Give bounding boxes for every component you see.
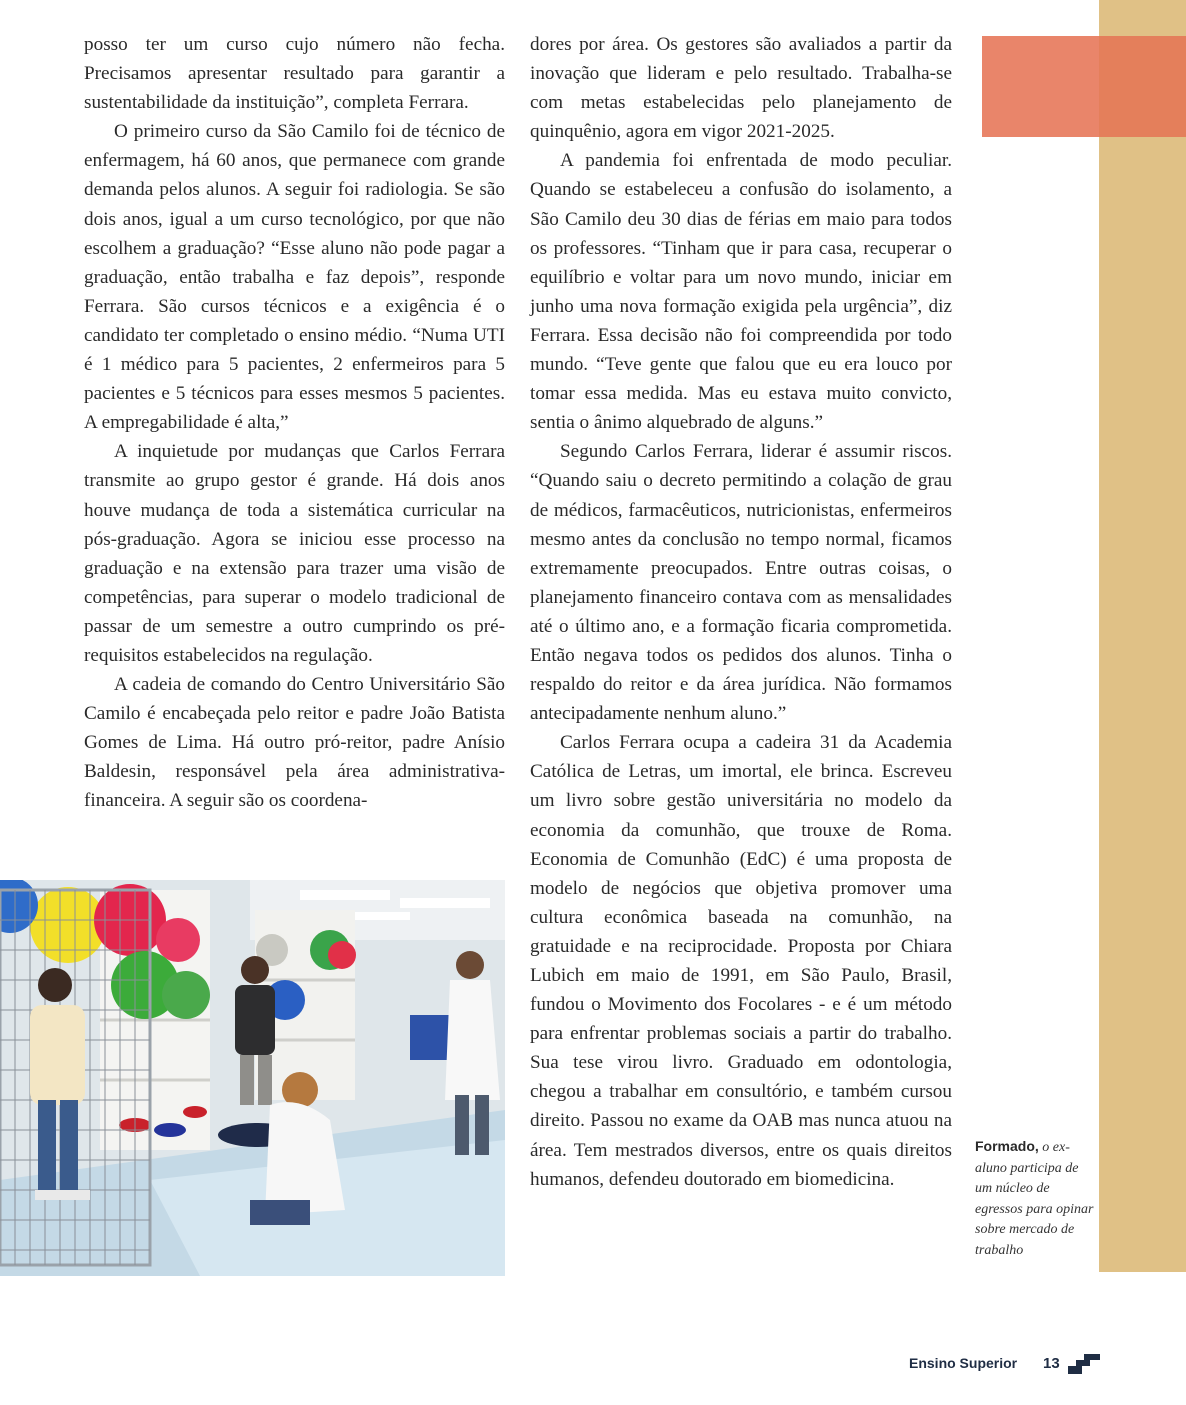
caption-lead: Formado, <box>975 1138 1039 1154</box>
page-number: 13 <box>1043 1355 1060 1372</box>
paragraph: Segundo Carlos Ferrara, liderar é assumir riscos. “Quando saiu o decreto permitindo a colação de grau de médicos, farmacêuticos, nutricionistas, enfermeiros mesmo antes da conclusão no tempo normal, ficamos extremamente preocupados. Entre outras coisas, o planejamento financeiro contava com as mensalidades até o último ano, e a formação ficaria comprometida. Então negava todos os pedidos dos alunos. Tinha o respaldo do reitor e da área jurídica. Não formamos antecipadamente nenhum aluno.” <box>530 441 952 725</box>
photo-illustration <box>0 880 505 1276</box>
footer-section-name: Ensino Superior <box>909 1355 1018 1371</box>
photo-caption <box>975 1136 1097 1262</box>
caption-text: o ex-aluno participa de um núcleo de egressos para opinar sobre mercado de trabalho <box>975 1140 1094 1258</box>
paragraph: A inquietude por mudanças que Carlos Ferrara transmite ao grupo gestor é grande. Há dois anos houve mudança de toda a sistemática curricular na pós-graduação. Agora se iniciou esse processo na graduação e na extensão para trazer uma visão de competências, para superar o modelo tradicional de passar de um semestre a outro cumprindo os pré-requisitos estabelecidos na regulação. <box>84 441 505 666</box>
page-footer <box>900 1352 1100 1376</box>
paragraph: A pandemia foi enfrentada de modo peculiar. Quando se estabeleceu a confusão do isolamento, a São Camilo deu 30 dias de férias em maio para todos os professores. “Tinham que ir para casa, recuperar o equilíbrio e voltar para um novo mundo, iniciar em junho uma nova formação exigida pela urgência”, diz Ferrara. Essa decisão não foi compreendida por todo mundo. “Teve gente que falou que eu era louco por tomar essa medida. Mas eu estava muito convicto, sentia o ânimo alquebrado de alguns.” <box>530 150 952 434</box>
accent-overlap <box>1099 36 1186 137</box>
paragraph: dores por área. Os gestores são avaliados a partir da inovação que lideram e pelo resultado. Trabalha-se com metas estabelecidas pelo planejamento de quinquênio, agora em vigor 2021-2025. <box>530 34 952 143</box>
sidebar-stripe <box>1099 0 1186 1272</box>
paragraph: posso ter um curso cujo número não fecha. Precisamos apresentar resultado para garantir a sustentabilidade da instituição”, completa Ferrara. <box>84 34 505 114</box>
paragraph: A cadeia de comando do Centro Universitário São Camilo é encabeçada pelo reitor e padre João Batista Gomes de Lima. Há outro pró-reitor, padre Anísio Baldesin, responsável pela área administrativa-financeira. A seguir são os coordena- <box>84 674 505 812</box>
paragraph: O primeiro curso da São Camilo foi de técnico de enfermagem, há 60 anos, que permanece com grande demanda pelos alunos. A seguir foi radiologia. Se são dois anos, igual a um curso tecnológico, por que não escolhem a graduação? “Esse aluno não pode pagar a graduação, então trabalha e faz depois”, responde Ferrara. São cursos técnicos e a exigência é o candidato ter completado o ensino médio. “Numa UTI é 1 médico para 5 pacientes, 2 enfermeiros para 5 pacientes e 5 técnicos para esses mesmos 5 pacientes. A empregabilidade é alta,” <box>84 121 505 434</box>
paragraph: Carlos Ferrara ocupa a cadeira 31 da Academia Católica de Letras, um imortal, ele brinca. Escreveu um livro sobre gestão universitária no modelo da economia da comunhão, que trouxe de Roma. Economia de Comunhão (EdC) é uma proposta de modelo de negócios que objetiva promover uma cultura econômica baseada na comunhão, na gratuidade e na reciprocidade. Proposta por Chiara Lubich em maio de 1991, em São Paulo, Brasil, fundou o Movimento dos Focolares - e é um método para enfrentar problemas sociais a partir do trabalho. Sua tese virou livro. Graduado em odontologia, chegou a trabalhar em consultório, e também cursou direito. Passou no exame da OAB mas nunca atuou na área. Tem mestrados diversos, entre os quais direitos humanos, defendeu doutorado em biomedicina. <box>530 732 952 1190</box>
stairs-logo-icon <box>1068 1352 1100 1377</box>
article-column-right <box>530 30 952 1194</box>
photo-physiotherapy-room <box>0 880 505 1276</box>
article-column-left <box>84 30 505 816</box>
